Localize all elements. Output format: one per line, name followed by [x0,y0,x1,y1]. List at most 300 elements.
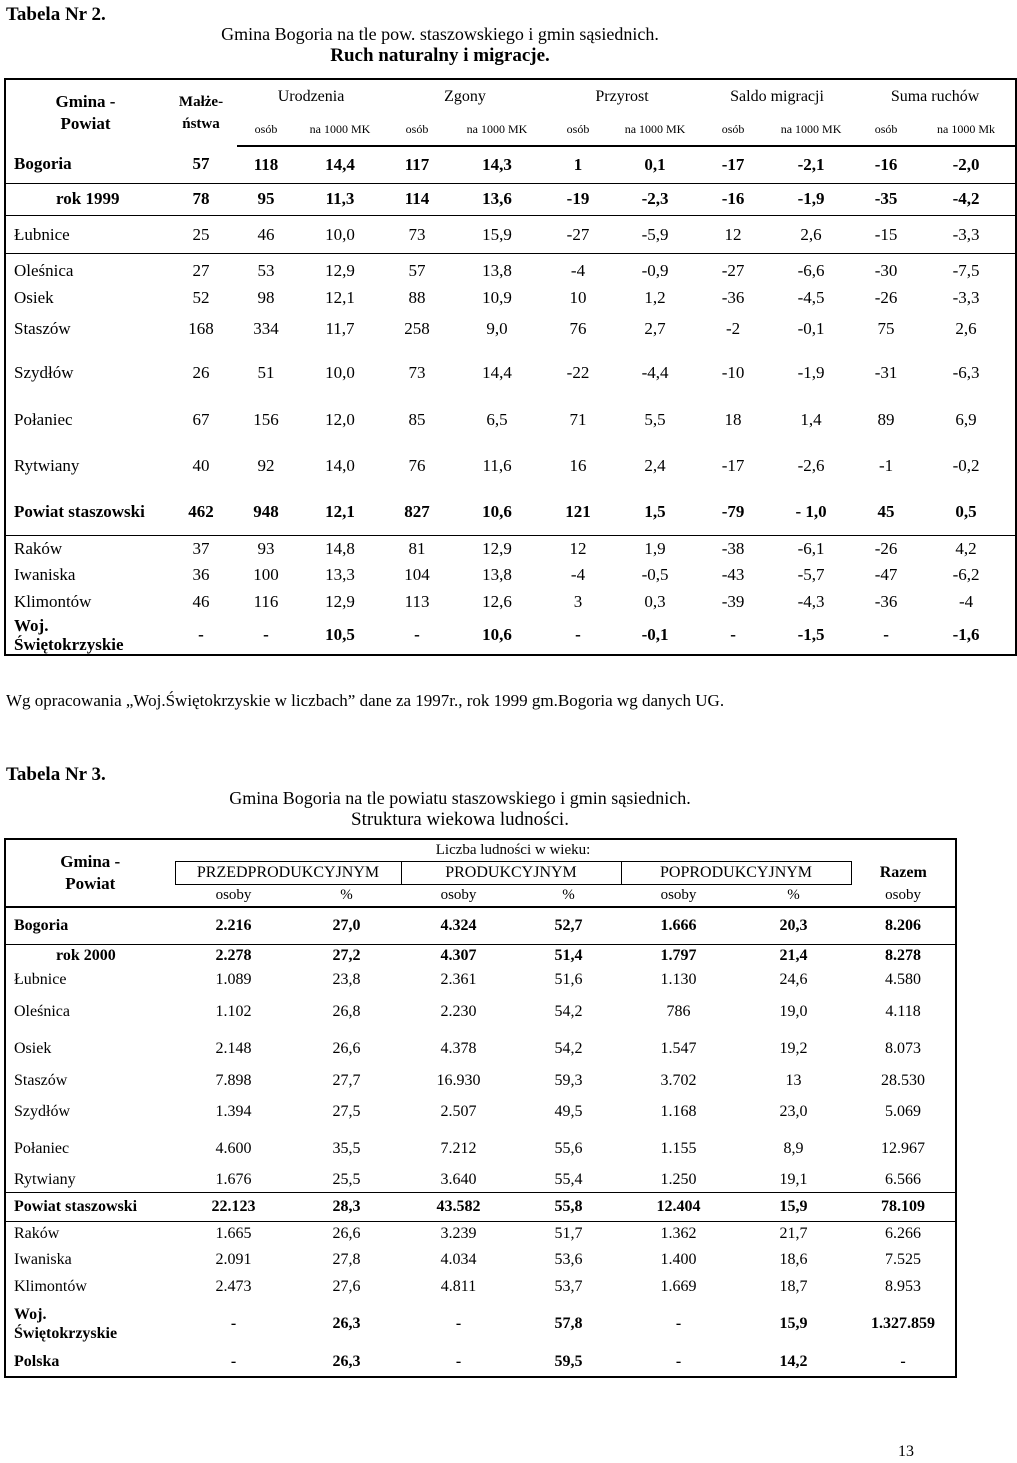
row-name: Powiat staszowski [14,1197,138,1215]
value-cell: 53,7 [554,1278,583,1296]
value-cell: -1,6 [952,624,980,644]
value-cell: 54,2 [554,1040,583,1058]
table-row [5,254,1016,288]
value-cell: 18,6 [779,1251,808,1269]
table-row [5,397,1016,442]
value-cell: 26,6 [332,1040,361,1058]
value-cell: 2,6 [955,318,977,338]
table3-col-name [5,839,175,907]
value-cell: 8.278 [885,946,922,964]
value-cell: 3.702 [660,1071,697,1089]
value-cell: 113 [404,591,430,611]
value-cell: 4.580 [885,971,922,989]
value-cell: 18 [724,409,742,429]
value-cell: 15,9 [779,1315,808,1333]
value-cell: 1.102 [215,1003,252,1021]
group-growth: Przyrost [595,87,649,105]
value-cell: - [198,624,204,644]
value-cell: 27,5 [332,1103,361,1121]
value-cell: 88 [408,288,426,308]
unit-cell: % [787,886,800,903]
table2-title [160,24,720,66]
value-cell: -6,2 [952,565,980,585]
table-row [5,146,1016,183]
row-name-cell [5,443,165,489]
row-name: Oleśnica [14,1003,70,1021]
value-cell: 1.400 [660,1251,697,1269]
table-row [5,1068,956,1094]
value-cell: 12,9 [325,261,355,281]
value-cell: 0,3 [644,591,666,611]
table-row [5,1247,956,1274]
value-cell: 53 [257,261,275,281]
value-cell: 11,7 [325,318,355,338]
value-cell: 13,8 [482,565,512,585]
value-cell: 19,1 [779,1170,808,1188]
value-cell: -27 [721,261,745,281]
value-cell: - [455,1315,462,1333]
value-cell: 4.600 [215,1140,252,1158]
row-name-cell [5,183,165,215]
value-cell: 14,0 [325,455,355,475]
table-row [5,288,1016,308]
row-name: Łubnice [14,971,67,989]
unit-cell: osób [855,113,917,145]
value-cell: 168 [188,318,214,338]
value-cell: - [230,1315,237,1333]
row-name: Raków [14,1225,60,1243]
value-cell: -6,1 [797,539,825,559]
table2-col-name [5,79,165,146]
row-name-cell [5,308,165,348]
value-cell: -26 [874,539,898,559]
value-cell: 1.669 [660,1278,697,1296]
table2-label: Tabela Nr 2. [6,4,106,25]
unit-cell: osób [237,113,295,145]
table-row [5,944,956,967]
row-name-cell [5,907,175,944]
table2-group-header [5,79,1016,113]
value-cell: 26,8 [332,1003,361,1021]
row-name-cell [5,1068,175,1094]
value-cell: -5,9 [641,224,669,244]
value-cell: 37 [192,539,210,559]
value-cell: 12,0 [325,409,355,429]
value-cell: 25 [192,224,210,244]
group-deaths: Zgony [444,87,486,105]
value-cell: 117 [404,154,430,174]
value-cell: -47 [874,565,898,585]
value-cell: 10,0 [325,224,355,244]
group-pre-working: PRZEDPRODUKCYJNYM [175,862,401,885]
value-cell: 13,6 [482,189,512,209]
value-cell: 11,3 [325,189,355,209]
row-name: Połaniec [14,409,73,429]
value-cell: -17 [721,455,745,475]
value-cell: 1,5 [644,502,666,522]
table-row [5,967,956,994]
value-cell: 45 [877,502,895,522]
value-cell: 35,5 [332,1140,361,1158]
value-cell: 76 [408,455,426,475]
value-cell: -16 [874,154,898,174]
value-cell: 116 [253,591,279,611]
row-name-cell [5,1301,175,1348]
value-cell: 2.230 [440,1003,477,1021]
value-cell: 2.473 [215,1278,252,1296]
value-cell: 13,8 [482,261,512,281]
value-cell: 100 [253,565,279,585]
value-cell: 2,7 [644,318,666,338]
value-cell: 52,7 [554,916,583,934]
row-name-cell [5,349,165,398]
table-row [5,536,1016,562]
value-cell: 5.069 [885,1103,922,1121]
value-cell: 12 [569,539,587,559]
value-cell: -0,2 [952,455,980,475]
row-name: Osiek [14,1040,52,1058]
value-cell: 16 [569,455,587,475]
value-cell: 10,5 [325,624,355,644]
group-post-working: POPRODUKCYJNYM [621,862,851,885]
value-cell: -39 [721,591,745,611]
table-row [5,1168,956,1193]
table-row [5,1192,956,1221]
value-cell: -22 [566,362,590,382]
value-cell: 57,8 [554,1315,583,1333]
value-cell: -2,0 [952,154,980,174]
value-cell: 21,4 [779,946,808,964]
value-cell: -0,9 [641,261,669,281]
value-cell: 57 [192,154,210,174]
row-name: Iwaniska [14,1251,72,1269]
value-cell: 3.640 [440,1170,477,1188]
value-cell: 1.130 [660,971,697,989]
value-cell: 4.118 [885,1003,921,1021]
group-total: Suma ruchów [890,87,980,105]
value-cell: 4.034 [440,1251,477,1269]
value-cell: -1,5 [797,624,825,644]
table2-title-line2: Ruch naturalny i migracje. [330,45,550,66]
value-cell: 1.394 [215,1103,252,1121]
value-cell: -4,4 [641,362,669,382]
value-cell: - [900,1353,906,1371]
row-name-cell [5,1274,175,1301]
value-cell: -15 [874,224,898,244]
value-cell: 71 [569,409,587,429]
col-name-line2: Powiat [60,113,111,133]
value-cell: 51 [257,362,275,382]
value-cell: 46 [257,224,275,244]
value-cell: 8,9 [783,1140,804,1158]
value-cell: 2.091 [215,1251,252,1269]
empty-cell [851,839,956,862]
value-cell: 59,5 [554,1353,583,1371]
unit-cell: osób [385,113,449,145]
row-name: Osiek [14,288,54,308]
value-cell: 57 [408,261,426,281]
row-name: Raków [14,539,63,559]
value-cell: - [575,624,581,644]
value-cell: 73 [408,362,426,382]
value-cell: 0,1 [644,154,666,174]
value-cell: 10,6 [482,624,512,644]
row-name-line2: Świętokrzyskie [14,634,124,654]
value-cell: 22.123 [211,1197,256,1215]
value-cell: 3 [573,591,583,611]
value-cell: 53,6 [554,1251,583,1269]
value-cell: 114 [404,189,430,209]
value-cell: 27 [192,261,210,281]
value-cell: -10 [721,362,745,382]
value-cell: 4.378 [440,1040,477,1058]
value-cell: -38 [721,539,745,559]
row-name-cell [5,397,165,442]
value-cell: -16 [721,189,745,209]
value-cell: 95 [257,189,275,209]
row-name-cell [5,1031,175,1068]
value-cell: 6,5 [486,409,508,429]
unit-cell: osoby [885,886,921,903]
row-name-cell [5,615,165,655]
value-cell: 5,5 [644,409,666,429]
value-cell: 2,6 [800,224,822,244]
value-cell: -4 [570,565,586,585]
unit-cell: na 1000 Mk [917,113,1016,145]
value-cell: -4,2 [952,189,980,209]
value-cell: -2,1 [797,154,825,174]
unit-cell: % [340,886,353,903]
row-name: Klimontów [14,1278,87,1296]
row-name: Powiat staszowski [14,502,145,522]
value-cell: 51,6 [554,971,583,989]
page-number: 13 [898,1443,914,1460]
value-cell: 9,0 [486,318,508,338]
value-cell: -17 [721,154,745,174]
group-migration: Saldo migracji [730,87,824,105]
value-cell: - 1,0 [795,502,827,522]
table2-body [5,146,1016,655]
value-cell: 89 [877,409,895,429]
table3-title-line2: Struktura wiekowa ludności. [351,809,569,830]
value-cell: 12,9 [482,539,512,559]
value-cell: - [263,624,269,644]
row-name: Woj. [14,615,49,635]
unit-cell: osoby [440,886,477,903]
value-cell: 7.212 [440,1140,477,1158]
table-row [5,588,1016,615]
value-cell: -3,3 [952,288,980,308]
value-cell: 1.089 [215,971,252,989]
value-cell: 15,9 [482,224,512,244]
value-cell: 2.148 [215,1040,252,1058]
value-cell: -19 [566,189,590,209]
value-cell: 73 [408,224,426,244]
value-cell: 8.206 [885,916,922,934]
value-cell: 28,3 [332,1197,361,1215]
row-name-cell [5,489,165,535]
value-cell: 1.362 [660,1225,697,1243]
unit-cell: osoby [660,886,697,903]
value-cell: 67 [192,409,210,429]
value-cell: 98 [257,288,275,308]
value-cell: 2.216 [215,916,252,934]
value-cell: -4,3 [797,591,825,611]
unit-cell: na 1000 MK [295,113,385,145]
row-name-cell [5,562,165,588]
value-cell: 14,3 [482,154,512,174]
table-row [5,562,1016,588]
value-cell: 1.665 [215,1225,252,1243]
row-name-cell [5,1168,175,1193]
row-name-line2: Świętokrzyskie [14,1325,118,1343]
table3-label: Tabela Nr 3. [6,764,106,785]
value-cell: 6,9 [955,409,977,429]
unit-cell: na 1000 MK [611,113,699,145]
table2-title-line1: Gmina Bogoria na tle pow. staszowskiego i gmin sąsiednich. [221,24,659,44]
value-cell: 16.930 [436,1071,481,1089]
value-cell: -4,5 [797,288,825,308]
value-cell: 8.073 [885,1040,922,1058]
table3-title-line1: Gmina Bogoria na tle powiatu staszowskiego i gmin sąsiednich. [229,788,691,808]
row-name-cell [5,588,165,615]
value-cell: 1.797 [660,946,697,964]
table-row [5,1274,956,1301]
row-name: Woj. [14,1306,47,1324]
value-cell: 21,7 [779,1225,808,1243]
value-cell: 12,9 [325,591,355,611]
value-cell: 76 [569,318,587,338]
table-row [5,1221,956,1247]
unit-cell: osoby [215,886,252,903]
value-cell: 10 [569,288,587,308]
table2-footnote: Wg opracowania „Woj.Świętokrzyskie w liczbach” dane za 1997r., rok 1999 gm.Bogoria wg danych UG. [6,691,725,710]
value-cell: 26 [192,362,210,382]
value-cell: 1 [573,154,583,174]
value-cell: 1,2 [644,288,666,308]
row-name: Łubnice [14,224,70,244]
row-name-cell [5,1348,175,1377]
col-marr-line2: ństwa [182,115,220,132]
value-cell: 2.507 [440,1103,477,1121]
value-cell: -1 [878,455,894,475]
value-cell: 10,6 [482,502,512,522]
value-cell: 54,2 [554,1003,583,1021]
value-cell: 12.967 [881,1140,926,1158]
row-name: Oleśnica [14,261,74,281]
value-cell: 19,2 [779,1040,808,1058]
value-cell: -2,6 [797,455,825,475]
table-row [5,907,956,944]
value-cell: 81 [408,539,426,559]
value-cell: 14,2 [779,1353,808,1371]
value-cell: 27,6 [332,1278,361,1296]
row-name-cell [5,215,165,253]
value-cell: -26 [874,288,898,308]
value-cell: 27,7 [332,1071,361,1089]
value-cell: 2.278 [215,946,252,964]
table-row [5,1131,956,1168]
value-cell: 4.307 [440,946,477,964]
value-cell: 43.582 [436,1197,481,1215]
table-row [5,443,1016,489]
unit-cell: osób [699,113,767,145]
value-cell: -30 [874,261,898,281]
row-name-cell [5,536,165,562]
row-name-cell [5,254,165,288]
value-cell: 334 [253,318,279,338]
row-name: Klimontów [14,591,92,611]
table-row [5,308,1016,348]
col-marr-line1: Małże- [178,93,224,110]
value-cell: 36 [192,565,210,585]
value-cell: 948 [253,502,279,522]
group-births: Urodzenia [277,87,345,105]
value-cell: 4.324 [440,916,477,934]
table-row [5,489,1016,535]
value-cell: 258 [404,318,430,338]
value-cell: 1.676 [215,1170,252,1188]
value-cell: 12.404 [656,1197,701,1215]
value-cell: - [883,624,889,644]
table-row [5,615,1016,655]
value-cell: 14,4 [482,362,512,382]
table-row [5,1301,956,1348]
value-cell: 26,6 [332,1225,361,1243]
value-cell: 118 [253,154,279,174]
table-row [5,994,956,1031]
value-cell: 2,4 [644,455,666,475]
row-name-cell [5,1094,175,1131]
value-cell: 78 [192,189,210,209]
table-row [5,215,1016,253]
value-cell: -4 [570,261,586,281]
value-cell: 827 [404,502,430,522]
table3-body [5,907,956,1377]
value-cell: -6,6 [797,261,825,281]
value-cell: 1.327.859 [871,1315,936,1333]
value-cell: -4 [958,591,974,611]
value-cell: 1.168 [660,1103,697,1121]
value-cell: 8.953 [885,1278,922,1296]
table-row [5,1348,956,1377]
value-cell: -0,5 [641,565,669,585]
value-cell: 3.239 [440,1225,477,1243]
value-cell: 49,5 [554,1103,583,1121]
row-name: Rytwiany [14,455,80,475]
row-name-cell [5,994,175,1031]
value-cell: 51,7 [554,1225,583,1243]
row-name: rok 2000 [56,946,116,964]
value-cell: 75 [877,318,895,338]
value-cell: 23,0 [779,1103,808,1121]
value-cell: -1,9 [797,189,825,209]
value-cell: 27,8 [332,1251,361,1269]
value-cell: 51,4 [554,946,583,964]
value-cell: 27,0 [332,916,361,934]
row-name: Połaniec [14,1140,70,1158]
value-cell: 7.898 [215,1071,252,1089]
value-cell: 10,0 [325,362,355,382]
group-total: Razem [879,864,927,881]
value-cell: 1,4 [800,409,822,429]
value-cell: 15,9 [779,1197,808,1215]
value-cell: 121 [565,502,591,522]
row-name: Staszów [14,1071,68,1089]
table3-title [180,788,740,830]
value-cell: -3,3 [952,224,980,244]
row-name-cell [5,288,165,308]
